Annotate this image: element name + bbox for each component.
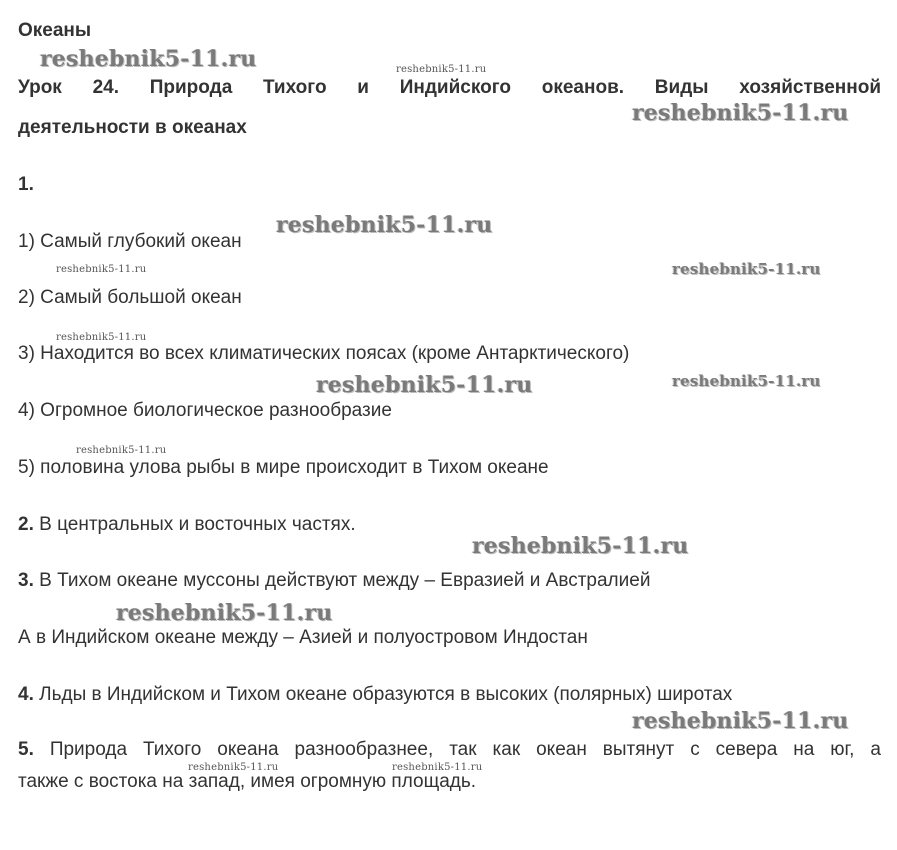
task1-item-5: 5) половина улова рыбы в мире происходит в Тихом океане [18, 457, 549, 478]
task1-item-2: 2) Самый большой океан [18, 287, 242, 308]
watermark: reshebnik5-11.ru [672, 372, 821, 390]
watermark: reshebnik5-11.ru [76, 445, 167, 456]
task2 [18, 514, 356, 536]
task1-item-3: 3) Находится во всех климатических поясах (кроме Антарктического) [18, 343, 630, 364]
task2-number: 2. [18, 514, 34, 535]
section-title: Океаны [18, 20, 92, 41]
task1-item-4: 4) Огромное биологическое разнообразие [18, 400, 392, 421]
task3-number: 3. [18, 570, 34, 591]
watermark: reshebnik5-11.ru [188, 762, 279, 773]
task3-text: В Тихом океане муссоны действуют между – Евразией и Австралией [33, 570, 651, 591]
watermark: reshebnik5-11.ru [392, 762, 483, 773]
watermark: reshebnik5-11.ru [632, 100, 849, 126]
watermark: reshebnik5-11.ru [56, 332, 147, 343]
task3-text2: А в Индийском океане между – Азией и полуостровом Индостан [18, 627, 588, 648]
watermark: reshebnik5-11.ru [116, 600, 333, 626]
lesson-title-line2: деятельности в океанах [18, 117, 247, 138]
task3 [18, 570, 650, 592]
task5-text-line2: также с востока на запад, имея огромную площадь. [18, 771, 477, 792]
watermark: reshebnik5-11.ru [632, 708, 849, 734]
watermark: reshebnik5-11.ru [316, 372, 533, 398]
task2-text: В центральных и восточных частях. [33, 514, 356, 535]
watermark: reshebnik5-11.ru [40, 46, 257, 72]
task5-text-line1: Природа Тихого океана разнообразнее, так как океан вытянут с севера на юг, а [33, 739, 881, 760]
watermark: reshebnik5-11.ru [672, 260, 821, 278]
watermark: reshebnik5-11.ru [396, 64, 487, 75]
task4 [18, 684, 732, 706]
watermark: reshebnik5-11.ru [56, 264, 147, 275]
watermark: reshebnik5-11.ru [472, 533, 689, 559]
task4-number: 4. [18, 684, 34, 705]
lesson-title-line1: Урок 24. Природа Тихого и Индийского океанов. Виды хозяйственной [18, 77, 881, 98]
task1-item-1: 1) Самый глубокий океан [18, 231, 242, 252]
task1-number: 1. [18, 174, 34, 195]
task5-number: 5. [18, 739, 34, 760]
watermark: reshebnik5-11.ru [276, 212, 493, 238]
task4-text: Льды в Индийском и Тихом океане образуются в высоких (полярных) широтах [33, 684, 733, 705]
